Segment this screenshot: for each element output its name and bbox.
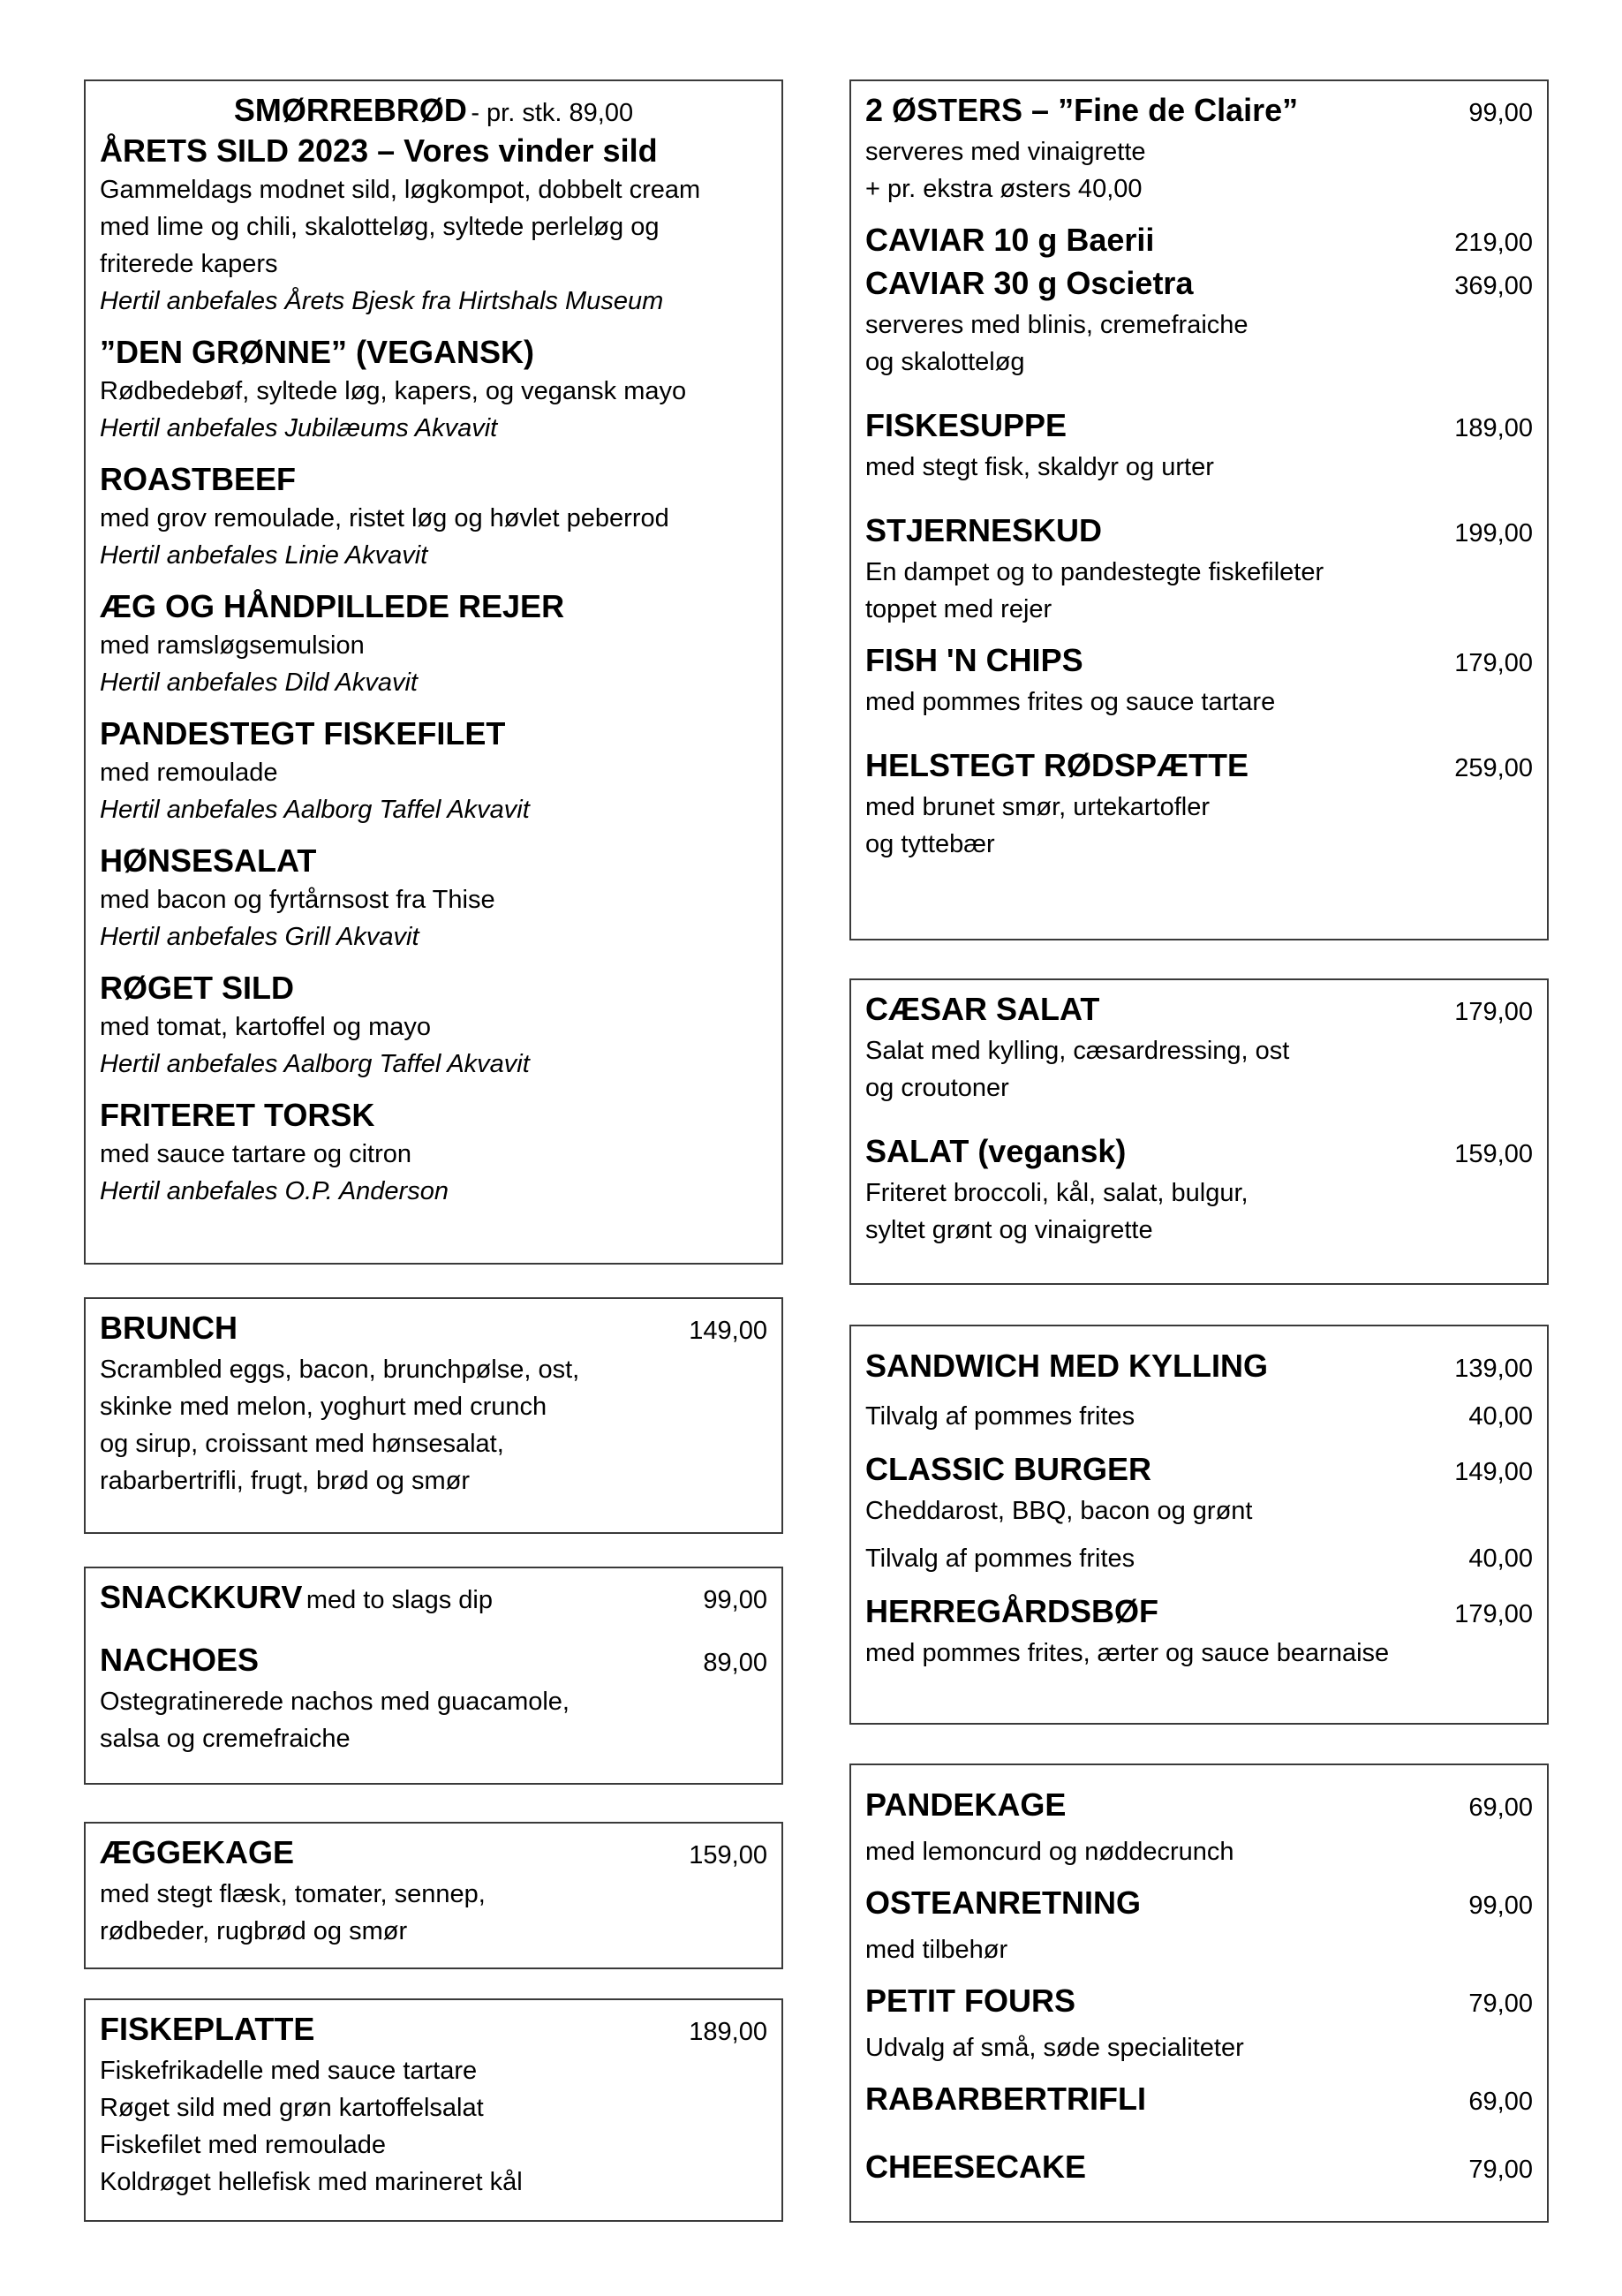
item-description: Friteret broccoli, kål, salat, bulgur, [865, 1179, 1249, 1207]
item-name: OSTEANRETNING [865, 1884, 1142, 1921]
mains-section [849, 1325, 1549, 1725]
item-name: BRUNCH [100, 1310, 238, 1346]
menu-item-header [865, 1981, 1533, 2024]
item-description: Ostegratinerede nachos med guacamole, [100, 1688, 570, 1716]
item-price: 199,00 [1454, 519, 1533, 548]
menu-item-header [865, 90, 1533, 133]
smorrebrod-item [100, 714, 767, 828]
smorrebrod-item [100, 131, 767, 320]
smorrebrod-item [100, 586, 767, 701]
item-name: SANDWICH MED KYLLING [865, 1348, 1268, 1384]
menu-item-header [100, 1640, 767, 1683]
menu-item-header [100, 2009, 767, 2052]
menu-item-header [100, 1308, 767, 1351]
item-description: og sirup, croissant med hønsesalat, [100, 1430, 504, 1458]
item-description: skinke med melon, yoghurt med crunch [100, 1393, 547, 1421]
item-price: 99,00 [703, 1586, 767, 1614]
item-name: HELSTEGT RØDSPÆTTE [865, 747, 1249, 783]
item-description: med tilbehør [865, 1936, 1008, 1964]
item-description: rødbeder, rugbrød og smør [100, 1917, 408, 1945]
menu-item-header [865, 1883, 1533, 1926]
smorrebrod-title: SMØRREBRØD [233, 92, 467, 128]
menu-item-header [865, 220, 1533, 263]
item-price: 149,00 [1454, 1458, 1533, 1486]
item-description: Fiskefilet med remoulade [100, 2131, 386, 2159]
addon-row [865, 1538, 1533, 1579]
item-name: ROASTBEEF [100, 461, 297, 497]
brunch-section [84, 1297, 783, 1534]
item-price: 179,00 [1454, 1600, 1533, 1628]
item-price: 79,00 [1468, 1990, 1533, 2018]
item-price: 69,00 [1468, 1794, 1533, 1822]
menu-item-header [865, 640, 1533, 684]
item-recommendation: Hertil anbefales O.P. Anderson [100, 1177, 449, 1205]
item-name: CAVIAR 10 g Baerii [865, 222, 1155, 258]
menu-item-header [100, 1577, 767, 1620]
item-name: CHEESECAKE [865, 2149, 1087, 2185]
item-name: ÅRETS SILD 2023 – Vores vinder sild [100, 132, 658, 169]
addon-label: Tilvalg af pommes frites [865, 1545, 1135, 1573]
item-description: med pommes frites og sauce tartare [865, 688, 1276, 716]
item-description: med sauce tartare og citron [100, 1140, 412, 1168]
item-description: serveres med vinaigrette [865, 138, 1146, 166]
item-price: 89,00 [703, 1649, 767, 1677]
salads-section [849, 978, 1549, 1285]
addon-price: 40,00 [1468, 1545, 1533, 1573]
item-note: med to slags dip [306, 1586, 493, 1614]
item-description: Koldrøget hellefisk med marineret kål [100, 2168, 523, 2196]
menu-item-header [100, 1832, 767, 1876]
item-description: med grov remoulade, ristet løg og høvlet peberrod [100, 504, 669, 532]
item-name: 2 ØSTERS – ”Fine de Claire” [865, 92, 1299, 128]
item-description: Røget sild med grøn kartoffelsalat [100, 2094, 484, 2122]
item-description: toppet med rejer [865, 595, 1052, 623]
item-description: med lemoncurd og nøddecrunch [865, 1838, 1234, 1866]
item-price: 99,00 [1468, 1892, 1533, 1920]
item-name: ÆG OG HÅNDPILLEDE REJER [100, 588, 565, 624]
item-description: Gammeldags modnet sild, løgkompot, dobbelt cream [100, 176, 701, 204]
item-name: FISKEPLATTE [100, 2011, 315, 2047]
item-recommendation: Hertil anbefales Jubilæums Akvavit [100, 414, 498, 442]
item-name: HØNSESALAT [100, 842, 317, 879]
addon-row [865, 1396, 1533, 1437]
item-recommendation: Hertil anbefales Årets Bjesk fra Hirtshals Museum [100, 287, 664, 315]
item-description: og skalotteløg [865, 348, 1025, 376]
item-name: CAVIAR 30 g Oscietra [865, 265, 1194, 301]
item-price: 219,00 [1454, 229, 1533, 257]
menu-item-header [865, 1131, 1533, 1174]
item-description: med tomat, kartoffel og mayo [100, 1013, 432, 1041]
item-price: 79,00 [1468, 2156, 1533, 2184]
desserts-section [849, 1764, 1549, 2223]
item-name: SALAT (vegansk) [865, 1133, 1127, 1169]
item-name: STJERNESKUD [865, 512, 1103, 548]
item-price: 179,00 [1454, 649, 1533, 677]
item-description: og tyttebær [865, 830, 995, 858]
item-description: med brunet smør, urtekartofler [865, 793, 1211, 821]
menu-item-header [865, 2147, 1533, 2190]
menu-item-header [865, 1346, 1533, 1389]
item-price: 69,00 [1468, 2088, 1533, 2116]
smorrebrod-item [100, 841, 767, 955]
item-price: 179,00 [1454, 998, 1533, 1026]
item-recommendation: Hertil anbefales Aalborg Taffel Akvavit [100, 796, 530, 824]
menu-item-header [865, 2079, 1533, 2122]
item-name: PETIT FOURS [865, 1983, 1076, 2019]
item-description: med lime og chili, skalotteløg, syltede perleløg og [100, 213, 660, 241]
aeggekage-section [84, 1822, 783, 1969]
item-description: Fiskefrikadelle med sauce tartare [100, 2057, 478, 2085]
smorrebrod-item [100, 459, 767, 574]
item-name: ÆGGEKAGE [100, 1834, 295, 1870]
menu-item-header [865, 745, 1533, 789]
item-recommendation: Hertil anbefales Linie Akvavit [100, 541, 428, 570]
item-description: friterede kapers [100, 250, 278, 278]
item-description: + pr. ekstra østers 40,00 [865, 175, 1143, 203]
addon-label: Tilvalg af pommes frites [865, 1402, 1135, 1431]
item-recommendation: Hertil anbefales Dild Akvavit [100, 668, 418, 697]
item-description: med bacon og fyrtårnsost fra Thise [100, 886, 495, 914]
item-name: PANDESTEGT FISKEFILET [100, 715, 506, 751]
menu-item-header [865, 510, 1533, 554]
item-recommendation: Hertil anbefales Grill Akvavit [100, 923, 419, 951]
item-description: og croutoner [865, 1074, 1009, 1102]
item-description: med remoulade [100, 759, 278, 787]
item-name: CLASSIC BURGER [865, 1451, 1152, 1487]
item-name: ”DEN GRØNNE” (VEGANSK) [100, 334, 535, 370]
item-description: med stegt fisk, skaldyr og urter [865, 453, 1214, 481]
item-description: Cheddarost, BBQ, bacon og grønt [865, 1497, 1253, 1525]
item-price: 369,00 [1454, 272, 1533, 300]
menu-item-header [865, 405, 1533, 449]
item-name: FISH 'N CHIPS [865, 642, 1083, 678]
item-description: Salat med kylling, cæsardressing, ost [865, 1037, 1290, 1065]
item-name: NACHOES [100, 1642, 260, 1678]
item-price: 99,00 [1468, 99, 1533, 127]
item-name: RABARBERTRIFLI [865, 2081, 1146, 2117]
item-description: Scrambled eggs, bacon, brunchpølse, ost, [100, 1356, 580, 1384]
smorrebrod-item [100, 1095, 767, 1210]
item-name: PANDEKAGE [865, 1786, 1067, 1823]
fiskeplatte-section [84, 1998, 783, 2222]
item-description: Udvalg af små, søde specialiteter [865, 2034, 1244, 2062]
menu-item-header [865, 989, 1533, 1032]
item-price: 149,00 [689, 1317, 767, 1345]
item-name: FISKESUPPE [865, 407, 1068, 443]
smorrebrod-header [100, 90, 767, 131]
item-name: SNACKKURV [100, 1579, 303, 1615]
menu-item-header [865, 1449, 1533, 1492]
item-description: salsa og cremefraiche [100, 1725, 351, 1753]
smorrebrod-item [100, 332, 767, 447]
item-description: Rødbedebøf, syltede løg, kapers, og vegansk mayo [100, 377, 687, 405]
item-description: En dampet og to pandestegte fiskefileter [865, 558, 1324, 586]
smorrebrod-section [84, 79, 783, 1265]
item-description: rabarbertrifli, frugt, brød og smør [100, 1467, 470, 1495]
item-description: syltet grønt og vinaigrette [865, 1216, 1153, 1244]
smorrebrod-price-note: - pr. stk. 89,00 [471, 99, 634, 127]
item-description: serveres med blinis, cremefraiche [865, 311, 1249, 339]
seafood-section [849, 79, 1549, 940]
smorrebrod-item [100, 968, 767, 1083]
snack-section [84, 1567, 783, 1785]
item-name: FRITERET TORSK [100, 1097, 375, 1133]
item-description: med stegt flæsk, tomater, sennep, [100, 1880, 486, 1908]
menu-item-header [865, 1591, 1533, 1635]
item-description: med ramsløgsemulsion [100, 631, 365, 660]
item-price: 189,00 [689, 2018, 767, 2046]
item-name: CÆSAR SALAT [865, 991, 1100, 1027]
menu-item-header [865, 1785, 1533, 1828]
item-price: 159,00 [689, 1841, 767, 1869]
item-price: 189,00 [1454, 414, 1533, 442]
item-price: 159,00 [1454, 1140, 1533, 1168]
item-recommendation: Hertil anbefales Aalborg Taffel Akvavit [100, 1050, 530, 1078]
item-price: 139,00 [1454, 1355, 1533, 1383]
item-name: HERREGÅRDSBØF [865, 1593, 1159, 1629]
menu-item-header [865, 263, 1533, 306]
item-name: RØGET SILD [100, 970, 295, 1006]
addon-price: 40,00 [1468, 1402, 1533, 1431]
item-price: 259,00 [1454, 754, 1533, 782]
item-description: med pommes frites, ærter og sauce bearnaise [865, 1639, 1390, 1667]
